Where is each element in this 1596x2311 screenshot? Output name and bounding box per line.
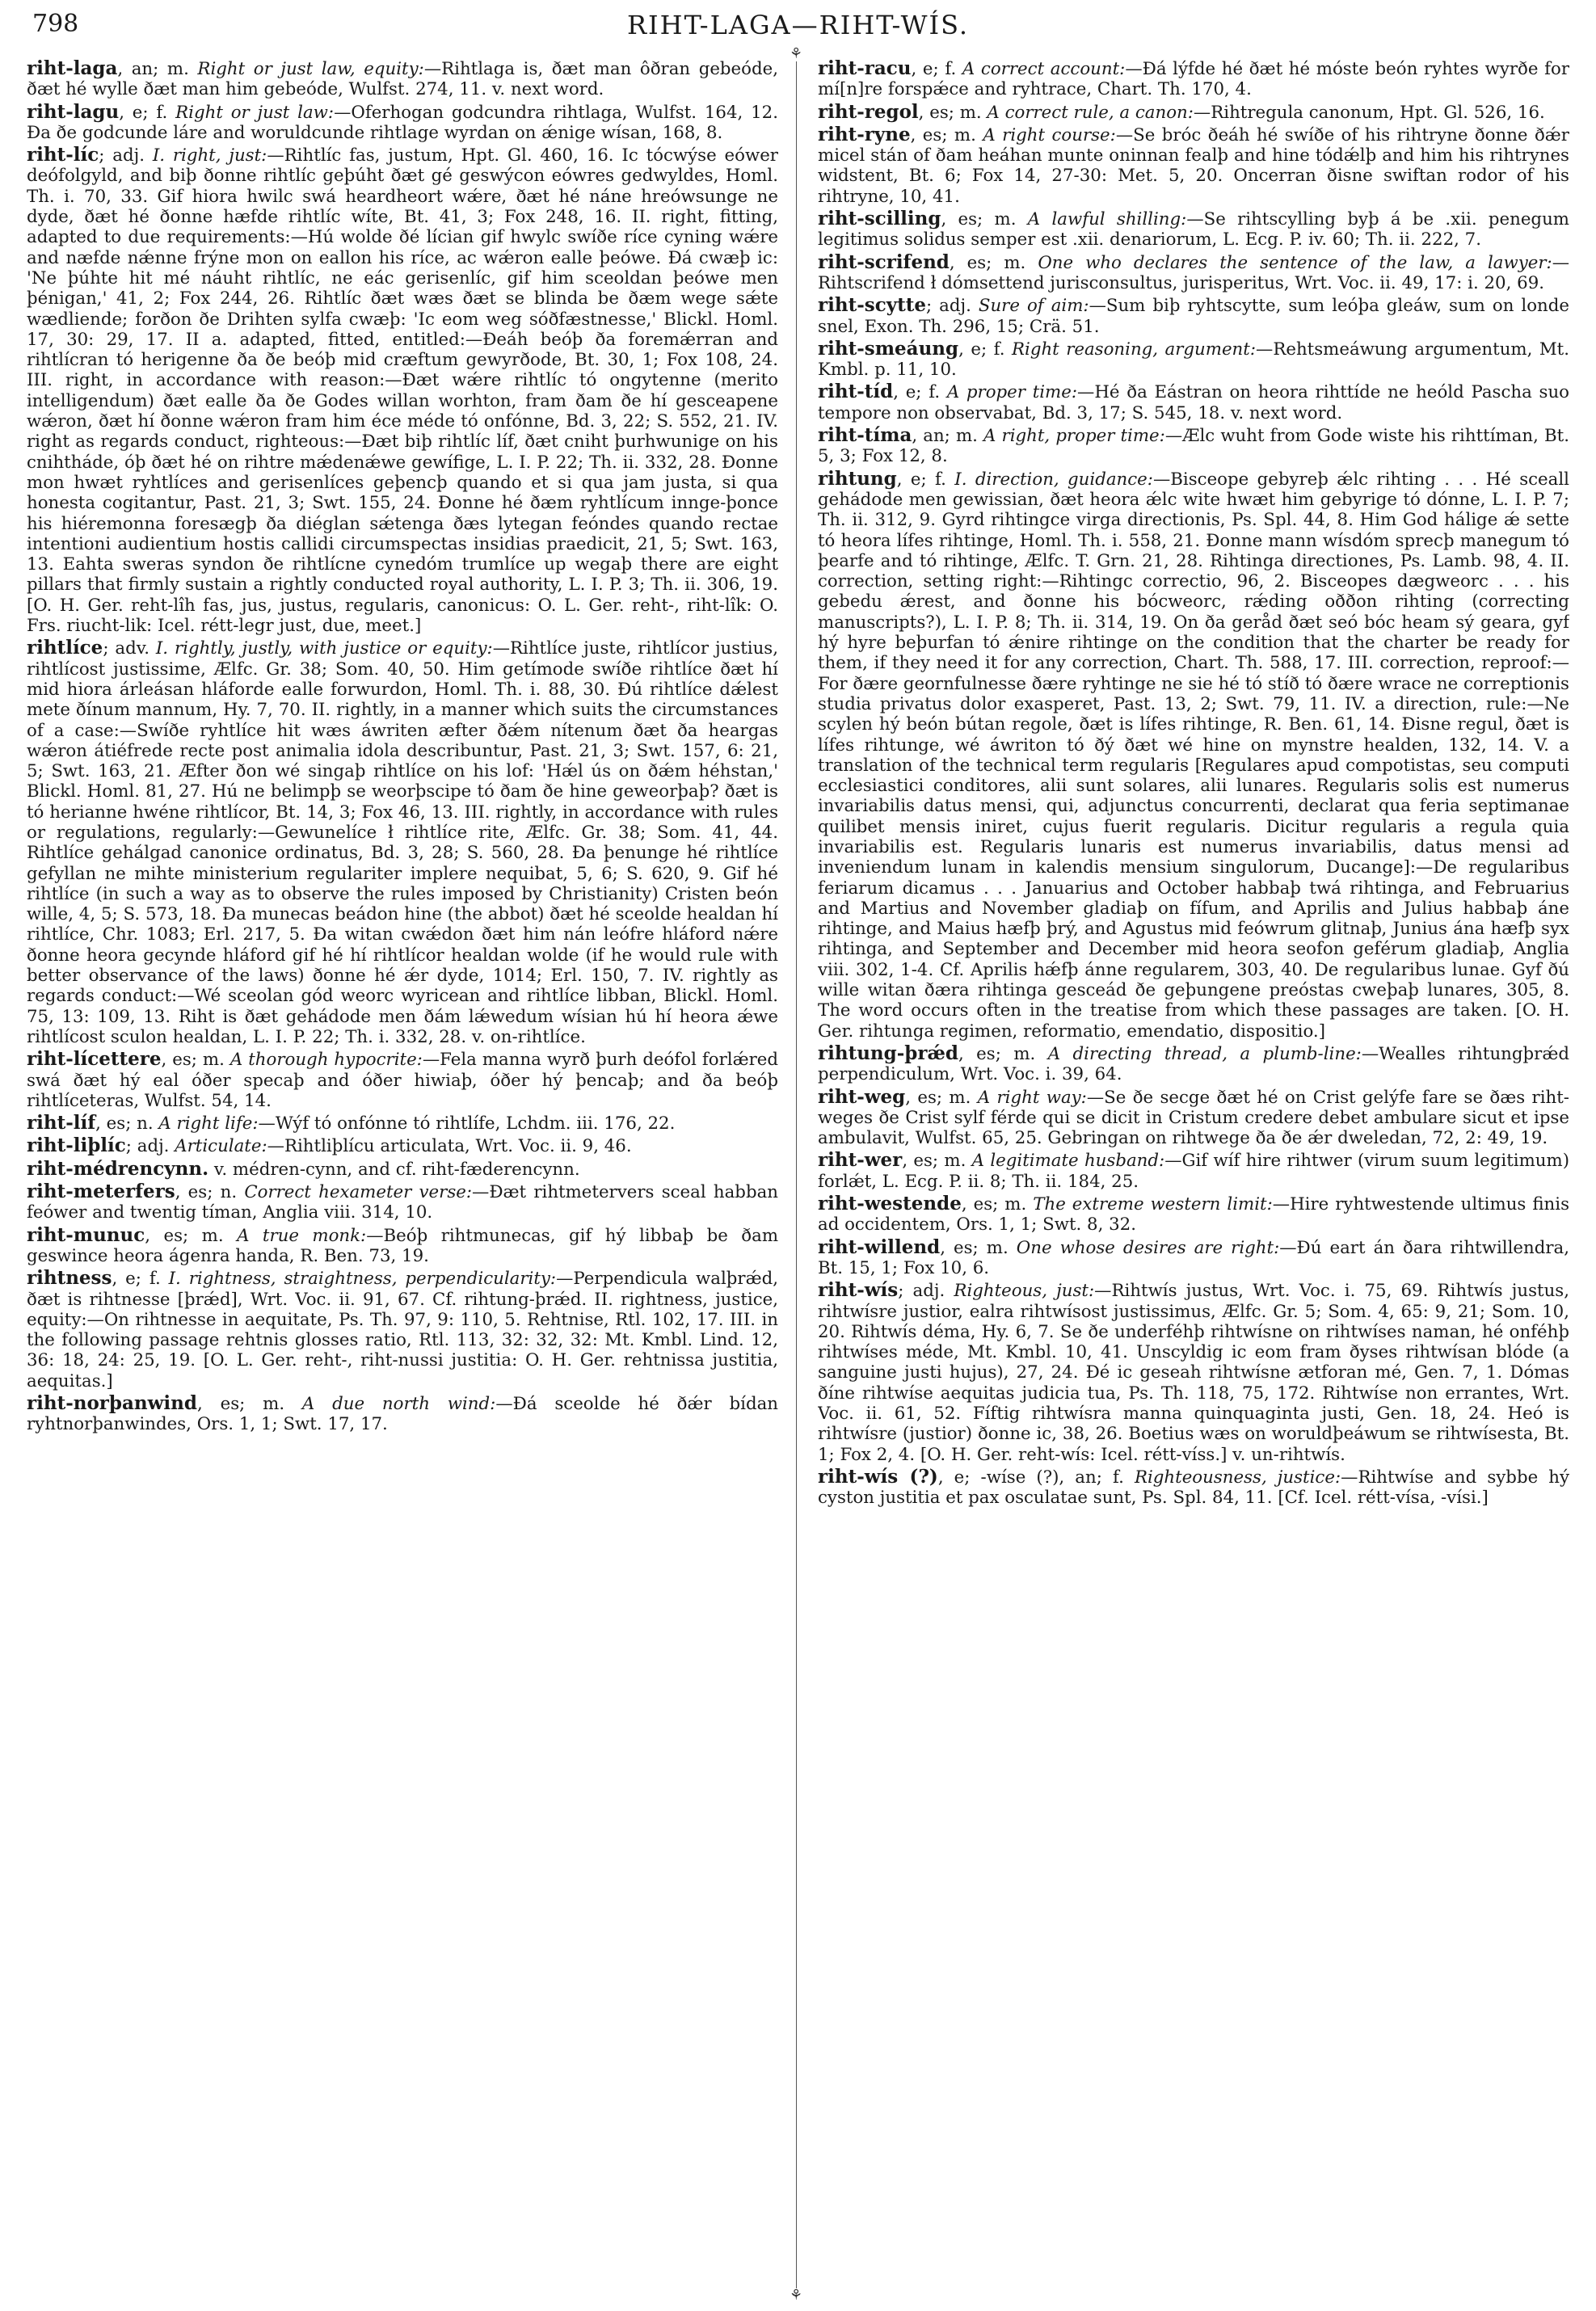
entry-grammar: , e; f. xyxy=(119,102,168,123)
dictionary-entry xyxy=(27,638,778,1047)
entry-body: —Rihtwíse and sybbe hý cyston justitia et pax osculatae sunt, Ps. Spl. 84, 11. [Cf. Icel. rétt-vísa, -vísi.] xyxy=(818,1467,1569,1509)
entry-headword: riht-wer xyxy=(818,1149,903,1172)
entry-definition: A right life: xyxy=(153,1113,259,1134)
entry-grammar: , es; m. xyxy=(196,1394,285,1414)
entry-body: —Ðú eart án ðara rihtwillendra, Bt. 15, 1; Fox 10, 6. xyxy=(818,1237,1569,1278)
entry-grammar: , es; m. xyxy=(910,124,976,145)
entry-grammar: , e; f. xyxy=(112,1269,161,1290)
dictionary-entry xyxy=(818,469,1569,1042)
dictionary-entry xyxy=(27,1393,778,1435)
entry-grammar: , es; m. xyxy=(902,1151,966,1172)
dictionary-entry xyxy=(27,1113,778,1134)
entry-definition: Right or just law, equity: xyxy=(188,59,424,79)
page-number: 798 xyxy=(32,10,79,38)
entry-definition: One who declares the sentence of the law, a lawyer: xyxy=(1025,252,1552,273)
entry-grammar: , es; m. xyxy=(940,1237,1009,1258)
entry-body: —Wealles rihtungþrǽd perpendiculum, Wrt. Voc. i. 39, 64. xyxy=(818,1043,1569,1085)
entry-definition: A correct rule, a canon: xyxy=(981,102,1194,123)
entry-definition: Correct hexameter verse: xyxy=(237,1182,473,1203)
dictionary-entry xyxy=(818,252,1569,294)
entry-definition: Right or just law: xyxy=(167,102,335,123)
entry-body: —Ðæt rihtmetervers sceal habban feówer and twentig tíman, Anglia viii. 314, 10. xyxy=(27,1182,778,1223)
entry-headword: riht-smeáung xyxy=(818,337,959,360)
entry-headword: riht-meterfers xyxy=(27,1181,175,1203)
entry-grammar: , es; m. xyxy=(961,1194,1027,1215)
dictionary-entry xyxy=(818,102,1569,123)
entry-body: v. médren-cynn, and cf. riht-fæderencynn. xyxy=(208,1159,580,1180)
entry-headword: riht-willend xyxy=(818,1235,941,1258)
entry-definition: A right, proper time: xyxy=(977,426,1165,447)
entry-grammar: , e; f. xyxy=(896,469,946,490)
divider-ornament-top-icon: ⚘ xyxy=(790,45,803,62)
entry-grammar: , es; n. xyxy=(95,1113,154,1134)
entry-body: —Rihtlaga is, ðæt man ôðran gebeóde, ðæt hé wylle ðæt man him gebeóde, Wulfst. 274, 11. v. next word. xyxy=(27,59,778,100)
entry-headword: rihtung-þrǽd xyxy=(818,1042,958,1064)
dictionary-entry xyxy=(818,124,1569,207)
entry-body: —Rihtlíc fas, justum, Hpt. Gl. 460, 16. Ic tócwýse eówer deófolgyld, and biþ ðonne rihtlíc geþúht ðæt gé geswýcon eówres gedwyldes, Homl. Th. i. 70, 33. Gif hiora hwilc swá heardheort wǽre, ðæt hé náne hreówsunge ne dyde, ðæt hé ðonne hæfde rihtlíc wíte, Bt. 41, 3; Fox 248, 16. II. right, fitting, adapted to due requirements:—Hú wolde ðé lícian gif hwylc swíðe ríce cyning wǽre and næfde nǽnne frýne mon on eallon his ríce, ac wǽron ealle þeówe. Ðá cwæþ ic: 'Ne þúhte hit mé náuht rihtlíc, ne eác gerisenlíc, gif him sceoldan þeówe men þénigan,' 41, 2; Fox 244, 26. Rihtlíc ðæt wæs ðæt se blinda be ðæm wege sǽte wædliende; forðon ðe Drihten sylfa cwæþ: 'Ic eom weg sóðfæstnesse,' Blickl. Homl. 17, 30: 29, 17. II a. adapted, fitted, entitled:—Ðeáh beóþ ða foremǽrran and rihtlícran tó herigenne ða ðe beóþ mid cræftum gewyrðode, Bt. 30, 1; Fox 108, 24. III. right, in accordance with reason:—Ðæt wǽre rihtlíc tó ongytenne (merito intelligendum) ðæt ealle ða ðe Godes willan worhton, fram ðam ðe hí gesceapene wǽron, ðæt hí ðonne wǽron fram him éce méde tó onfónne, Bd. 3, 22; S. 552, 21. IV. right as regards conduct, righteous:—Ðæt biþ rihtlíc líf, ðæt cniht þurhwunige on his cnihthádе, óþ ðæt hé on rihtre mǽdenǽwe gewífige, L. I. P. 22; Th. ii. 332, 28. Ðonne mon hwæt ryhtlíces and gerisenlíces geþencþ quando et si qua jam justa, si qua honesta cogitantur, Past. 21, 3; Swt. 155, 24. Ðonne hé ðæm ryhtlícum innge-þonce his hiéremonna foresægþ ða diéglan sǽtenga ðæs lytegan feóndes quando rectae intentioni audientium hostis callidi circumspectas insidias praedicit, 21, 5; Swt. 163, 13. Eahta sweras syndon ðe rihtlícne cynedóm trumlíce up wegaþ there are eight pillars that firmly sustain a rightly conducted royal authority, L. I. P. 3; Th. ii. 306, 19. [O. H. Ger. reht-lîh fas, jus, justus, regularis, canonicus: O. L. Ger. reht-, riht-lîk: O. Frs. riucht-lik: Icel. rétt-legr just, due, meet.] xyxy=(27,145,778,637)
entry-definition: A due north wind: xyxy=(284,1394,496,1414)
entry-grammar: , an; m. xyxy=(912,426,978,447)
entry-headword: riht-líc xyxy=(27,144,99,166)
entry-definition: A directing thread, a plumb-line: xyxy=(1035,1043,1362,1064)
entry-body: —Gif wíf hire rihtwer (virum suum legitimum) forlǽt, L. Ecg. P. ii. 8; Th. ii. 184, 25. xyxy=(818,1151,1569,1192)
dictionary-entry xyxy=(27,1159,778,1180)
dictionary-entry xyxy=(27,145,778,636)
entry-body: —Rihtscrifend ł dómsettend jurisconsultus, jurisperitus, Wrt. Voc. ii. 49, 17: i. 20, 69. xyxy=(818,252,1569,293)
entry-definition: A right way: xyxy=(971,1087,1087,1108)
entry-body: —Rihtliþlícu articulata, Wrt. Voc. ii. 9, 46. xyxy=(267,1136,632,1157)
entry-headword: riht-tíma xyxy=(818,424,912,447)
entry-body: —Se rihtscylling byþ á be .xii. penegum legitimus solidus semper est .xii. denariorum, L. Ecg. P. iv. 60; Th. ii. 222, 7. xyxy=(818,209,1569,250)
entry-grammar: ; adv. xyxy=(103,638,149,659)
entry-headword: riht-laga xyxy=(27,58,118,79)
entry-headword: riht-lagu xyxy=(27,100,120,123)
entry-headword: riht-wís xyxy=(818,1279,899,1302)
dictionary-entry xyxy=(27,102,778,144)
entry-headword: riht-scytte xyxy=(818,294,926,317)
entry-body: —Rihtlíce juste, rihtlícor justius, rihtlícost justissime, Ælfc. Gr. 38; Som. 40, 50. Him getímode swíðe rihtlíce ðæt hí mid hiora árleásan hláforde ealle forwurdon, Homl. Th. i. 88, 30. Ðú rihtlíce dǽlest mete ðínum mannum, Hy. 7, 70. II. rightly, in a manner which suits the circumstances of a case:—Swíðe ryhtlíce hit wæs áwriten æfter ðǽm nítenum ðæt ða heargas wǽron átiéfrede recte post animalia idola describuntur, Past. 21, 3; Swt. 157, 6: 21, 5; Swt. 163, 21. Æfter ðon wé singaþ rihtlíce on his lof: 'Hǽl ús on ðǽm héhstan,' Blickl. Homl. 81, 27. Hú ne belimpþ se weorþscipe tó ðam ðe hine geweorþaþ? ðæt is tó herianne hwéne rihtlícor, Bt. 14, 3; Fox 46, 13. III. rightly, in accordance with rules or regulations, regularly:—Gewunelíce ł rihtlíce rite, Ælfc. Gr. 38; Som. 41, 44. Rihtlíce gehálgad canonice ordinatus, Bd. 3, 28; S. 560, 28. Ða þenunge hé rihtlíce gefyllan ne mihte ministerium regulariter implere nequibat, 5, 6; S. 620, 9. Gif hé rihtlíce (in such a way as to observe the rules imposed by Christianity) Cristen beón wille, 4, 5; S. 573, 18. Ða munecas beádon hine (the abbot) ðæt hé sceolde healdan hí rihtlíce, Chr. 1083; Erl. 217, 5. Ða witan cwǽdon ðæt him nán leófre hláford nǽre ðonne heora gecynde hláford gif hé hí rihtlícor healdan wolde (if he would rule with better observance of the laws) ðonne hé ǽr dyde, 1014; Erl. 150, 7. IV. rightly as regards conduct:—Wé sceolan gód weorc wyricean and rihtlíce libban, Blickl. Homl. 75, 13: 109, 13. Riht is ðæt gehádode men ðám lǽwedum wísian hú hí heora ǽwe rihtlícost sculon healdan, L. I. P. 22; Th. i. 332, 28. v. on-rihtlíce. xyxy=(27,638,778,1047)
entry-body: —Oferhogan godcundra rihtlaga, Wulfst. 164, 12. Ða ðe godcunde láre and woruldcunde rihtlage wyrdan on ǽnige wísan, 168, 8. xyxy=(27,102,778,143)
entry-body: —Bisceope gebyreþ ǽlc rihting . . . Hé sceall gehádode men gewissian, ðæt heora ǽlc wite hwæt him gebyrige tó dónne, L. I. P. 7; Th. ii. 312, 9. Gyrd rihtingce virga directionis, Ps. Spl. 44, 8. Him God hálige ǽ sette tó heora lífes rihtinge, Homl. Th. i. 558, 21. Ðonne mann wísdóm sprecþ manegum tó þearfe and tó rihtinge, Ælfc. T. Grn. 21, 28. Rihtinga directiones, Ps. Lamb. 98, 4. II. correction, setting right:—Rihtingc correctio, 96, 2. Bisceopes dægweorc . . . his gebedu ǽrest, and ðonne his bócweorc, rǽding oððon rihting (correcting manuscripts?), L. I. P. 8; Th. ii. 314, 19. On ða geråd ðæt seó bóc heam sý geara, gyf hý hyre beþurfan tó ǽnire rihtinge on the condition that the charter be ready for them, if they need it for any correction, Chart. Th. 588, 17. III. correction, reproof:—For ðære geornfulnesse ðære ryhtinge ne sie hé tó stíð tó ðære wrace ne correptionis studia privatus dolor exasperet, Past. 13, 2; Swt. 79, 11. IV. a direction, rule:—Ne scylen hý beón bútan regole, ðæt is lífes rihtinge, R. Ben. 61, 14. Ðisne regul, ðæt is lífes rihtunge, wé áwriton tó ðý ðæt wé hine on mynstre healden, 132, 14. V. a translation of the technical term regularis [Regulares apud compotistas, seu computi ecclesiastici conditores, alii sunt solares, alii lunares. Regularis solis est numerus invariabilis datus mensi, qui, adjunctus concurrenti, declarat qua feria septimanae quilibet mensis iniret, cujus fuerit regularis. Dicitur regularis a regula quia invariabilis est. Regularis lunaris est numerus invariabilis, datus mensi ad inveniendum lunam in kalendis mensium singulorum, Ducange]:—De regularibus feriarum dicamus . . . Januarius and October habbaþ twá rihtinga, and Februarius and Martius and November gladiaþ on fífum, and Aprilis and Julius habbaþ áne rihtinge, and Maius hæfþ þrý, and Agustus mid feówrum glitnaþ, Junius ána hæfþ syx rihtinga, and September and December mid heora seofon geférum gladiaþ, Anglia viii. 302, 1-4. Cf. Aprilis hǽfþ ánne regularem, 303, 40. De regularibus lunae. Gyf ðú wille witan ðæra rihtinga gesceád ðe geþungene preóstas cweþaþ lunares, 305, 8. The word occurs often in the treatise from which these passages are taken. [O. H. Ger. rihtunga regimen, reformatio, emendatio, dispositio.] xyxy=(818,469,1569,1042)
entry-definition: I. right, just: xyxy=(144,145,267,166)
dictionary-entry xyxy=(27,1225,778,1267)
dictionary-entry xyxy=(818,425,1569,467)
dictionary-entry xyxy=(818,1150,1569,1192)
entry-grammar: , es; m. xyxy=(161,1050,225,1071)
entry-definition: Articulate: xyxy=(169,1136,267,1157)
entry-grammar: , e; -wíse (?), an; f. xyxy=(937,1467,1124,1488)
entry-definition: I. rightly, justly, with justice or equity: xyxy=(149,638,493,659)
entry-definition: A correct account: xyxy=(956,59,1126,79)
entry-headword: riht-scilling xyxy=(818,208,941,230)
entry-headword: riht-líf xyxy=(27,1112,96,1134)
entry-headword: riht-médrencynn. xyxy=(27,1157,209,1180)
entry-grammar: , e; f. xyxy=(893,382,941,403)
dictionary-entry xyxy=(818,58,1569,100)
entry-definition: A proper time: xyxy=(940,382,1078,403)
entry-body: —Rihtregula canonum, Hpt. Gl. 526, 16. xyxy=(1193,102,1545,123)
entry-headword: riht-racu xyxy=(818,58,912,79)
right-column xyxy=(818,58,1569,2296)
entry-grammar: ; adj. xyxy=(99,145,145,166)
entry-definition: A thorough hypocrite: xyxy=(224,1050,423,1071)
entry-headword: rihtness xyxy=(27,1267,112,1290)
entry-grammar: , an; m. xyxy=(117,59,189,79)
dictionary-entry xyxy=(818,339,1569,381)
entry-grammar: , e; f. xyxy=(958,339,1005,360)
entry-headword: riht-weg xyxy=(818,1085,906,1108)
entry-headword: rihtlíce xyxy=(27,637,103,659)
entry-grammar: , es; m. xyxy=(145,1225,224,1246)
entry-headword: riht-tíd xyxy=(818,381,894,403)
entry-body: —Fela manna wyrð þurh deófol forlǽred swá ðæt hý eal óðer specaþ and óðer hiwiaþ, óðer hý þencaþ; and ða beóþ rihtlíceteras, Wulfst. 54, 14. xyxy=(27,1050,778,1111)
entry-body: —Se ðe secge ðæt hé on Crist gelýfe fare se ðæs riht-weges ðe Crist sylf férde qui se dicit in Cristum credere debet ambulare sicut et ipse ambulavit, Wulfst. 65, 25. Gebringan on rihtwege ða ðe ǽr dweledan, 72, 2: 49, 19. xyxy=(818,1087,1569,1149)
entry-definition: Sure of aim: xyxy=(971,296,1089,317)
column-divider xyxy=(796,50,797,2300)
dictionary-entry xyxy=(818,1043,1569,1085)
entry-headword: riht-regol xyxy=(818,100,919,123)
entry-body: —Sum biþ ryhtscytte, sum leóþa gleáw, sum on londe snel, Exon. Th. 296, 15; Crä. 51. xyxy=(818,296,1569,337)
dictionary-entry xyxy=(818,1467,1569,1509)
entry-grammar: , es; m. xyxy=(941,209,1017,230)
divider-ornament-bottom-icon: ⚘ xyxy=(790,2287,803,2304)
entry-headword: riht-wís (?) xyxy=(818,1465,938,1488)
dictionary-entry xyxy=(818,1237,1569,1279)
dictionary-entry xyxy=(27,1181,778,1223)
entry-grammar: ; adj. xyxy=(898,1281,945,1302)
left-column xyxy=(27,58,778,2296)
entry-definition: A lawful shilling: xyxy=(1016,209,1187,230)
entry-definition: Righteousness, justice: xyxy=(1123,1467,1341,1488)
entry-definition: I. direction, guidance: xyxy=(945,469,1153,490)
entry-headword: riht-westende xyxy=(818,1193,962,1215)
entry-body: —Rihtwís justus, Wrt. Voc. i. 75, 69. Rihtwís justus, rihtwísre justior, ealra rihtwísost justissimus, Ælfc. Gr. 5; Som. 4, 65: 9, 21; Som. 10, 20. Rihtwís déma, Hy. 6, 7. Se ðe underféhþ rihtwísne on rihtwíses naman, hé onféhþ rihtwíses méde, Mt. Kmbl. 10, 41. Unscyldig ic eom fram ðyses rihtwísan blóde (a sanguine justi hujus), 27, 24. Ðé ic geseah rihtwísne ætforan mé, Gen. 7, 1. Dómas ðíne rihtwíse aequitas judicia tua, Ps. Th. 118, 75, 172. Rihtwíse non errantes, Wrt. Voc. ii. 61, 52. Fíftig rihtwísra manna quinquaginta justi, Gen. 18, 24. Heó is rihtwísre (justior) ðonne ic, 38, 26. Boetius wæs on woruldþeáwum se rihtwísesta, Bt. 1; Fox 2, 4. [O. H. Ger. reht-wís: Icel. rétt-víss.] v. un-rihtwís. xyxy=(818,1281,1569,1465)
entry-body: —Hire ryhtwestende ultimus finis ad occidentem, Ors. 1, 1; Swt. 8, 32. xyxy=(818,1194,1569,1235)
entry-body: —Beóþ rihtmunecas, gif hý libbaþ be ðam geswince heora ágenra handa, R. Ben. 73, 19. xyxy=(27,1225,778,1266)
dictionary-entry xyxy=(818,295,1569,337)
entry-body: —Ðá sceolde hé ðǽr bídan ryhtnorþanwindes, Ors. 1, 1; Swt. 17, 17. xyxy=(27,1394,778,1435)
entry-definition: Righteous, just: xyxy=(945,1281,1095,1302)
entry-grammar: ; adj. xyxy=(925,296,971,317)
dictionary-entry xyxy=(27,1049,778,1111)
entry-headword: riht-scrifend xyxy=(818,250,950,273)
entry-definition: A true monk: xyxy=(223,1225,367,1246)
entry-headword: riht-ryne xyxy=(818,123,911,145)
running-title: RIHT-LAGA—RIHT-WÍS. xyxy=(626,10,970,40)
page-header xyxy=(32,10,1564,42)
entry-headword: riht-liþlíc xyxy=(27,1134,126,1157)
entry-grammar: , es; m. xyxy=(918,102,982,123)
dictionary-entry xyxy=(27,58,778,100)
entry-body: —Ælc wuht from Gode wiste his rihttíman, Bt. 5, 3; Fox 12, 8. xyxy=(818,426,1569,467)
dictionary-entry xyxy=(818,208,1569,250)
entry-body: —Hé ða Eástran on heora rihttíde ne heóld Pascha suo tempore non observabat, Bd. 3, 17; S. 545, 18. v. next word. xyxy=(818,382,1569,423)
entry-body: —Se bróc ðeáh hé swíðe of his rihtryne ðonne ðǽr micel stán of ðam heáhan munte oninnan fealþ and hine tódǽlþ and him his rihtrynes widstent, Bt. 6; Fox 14, 27-30: Met. 5, 20. Oncerran ðisne swiftan rodor of his rihtryne, 10, 41. xyxy=(818,124,1569,207)
entry-headword: riht-lícettere xyxy=(27,1048,162,1071)
dictionary-entry xyxy=(818,1280,1569,1465)
entry-grammar: , es; m. xyxy=(905,1087,971,1108)
dictionary-entry xyxy=(27,1135,778,1156)
dictionary-entry xyxy=(818,1087,1569,1149)
dictionary-entry xyxy=(27,1268,778,1391)
entry-body: —Rehtsmeáwung argumentum, Mt. Kmbl. p. 11, 10. xyxy=(818,339,1569,381)
entry-body: —Perpendicula walþrǽd, ðæt is rihtnesse [þrǽd], Wrt. Voc. ii. 91, 67. Cf. rihtung-þrǽd. II. rightness, justice, equity:—On rihtnesse in aequitate, Ps. Th. 97, 9: 110, 5. Rehtnise, Rtl. 102, 17. III. in the following passage rehtnis glosses ratio, Rtl. 113, 32: 32, 32: Mt. Kmbl. Lind. 12, 36: 18, 24: 25, 19. [O. L. Ger. reht-, riht-nussi justitia: O. H. Ger. rehtnissa justitia, aequitas.] xyxy=(27,1269,778,1391)
dictionary-entry xyxy=(818,1193,1569,1235)
entry-definition: A legitimate husband: xyxy=(966,1151,1165,1172)
dictionary-entry xyxy=(818,381,1569,423)
entry-definition: I. rightness, straightness, perpendicularity: xyxy=(160,1269,557,1290)
entry-grammar: , e; f. xyxy=(911,59,957,79)
entry-grammar: ; adj. xyxy=(125,1136,170,1157)
entry-grammar: , es; m. xyxy=(949,252,1026,273)
entry-headword: riht-munuc xyxy=(27,1223,145,1246)
entry-definition: One whose desires are right: xyxy=(1008,1237,1280,1258)
entry-headword: riht-norþanwind xyxy=(27,1392,197,1414)
entry-body: —Ðá lýfde hé ðæt hé móste beón ryhtes wyrðe for mí[n]re forspǽce and ryhtrace, Chart. Th. 170, 4. xyxy=(818,59,1569,100)
entry-grammar: , es; n. xyxy=(175,1182,238,1203)
entry-definition: A right course: xyxy=(975,124,1116,145)
entry-definition: The extreme western limit: xyxy=(1026,1194,1273,1215)
entry-headword: rihtung xyxy=(818,467,897,490)
entry-body: —Wýf tó onfónne tó rihtlífe, Lchdm. iii. 176, 22. xyxy=(258,1113,676,1134)
entry-grammar: , es; m. xyxy=(958,1043,1036,1064)
entry-definition: Right reasoning, argument: xyxy=(1004,339,1257,360)
